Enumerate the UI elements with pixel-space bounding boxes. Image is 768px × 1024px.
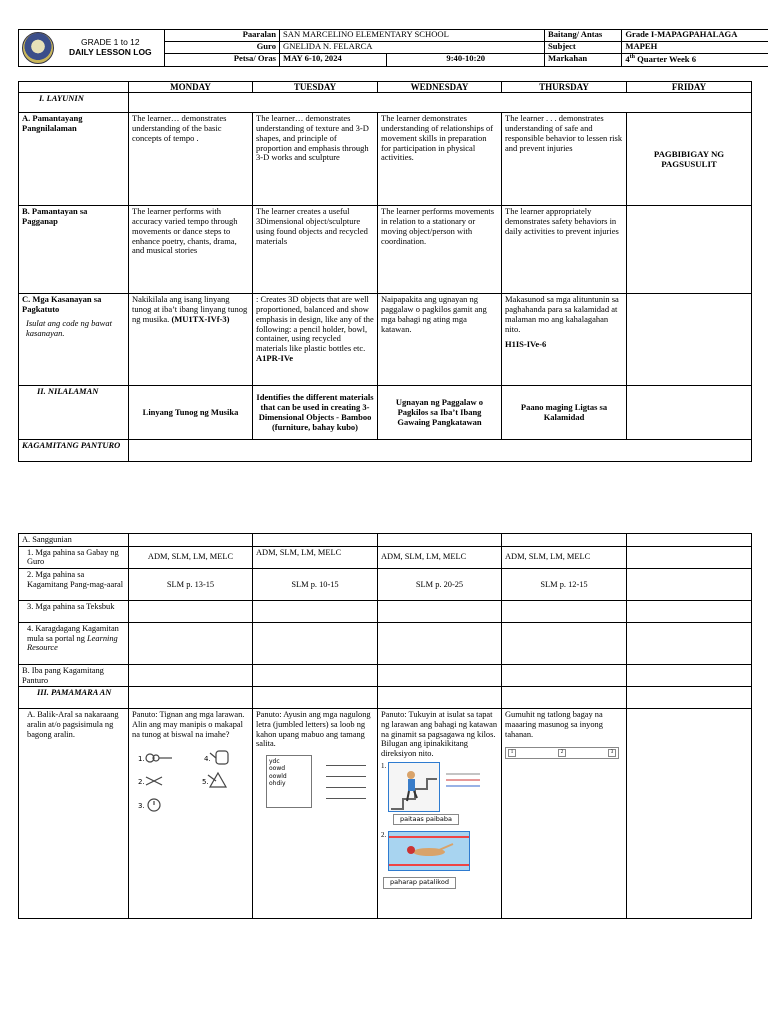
school-value: SAN MARCELINO ELEMENTARY SCHOOL xyxy=(280,30,545,42)
drum-icon xyxy=(210,751,228,764)
day-wednesday: WEDNESDAY xyxy=(378,82,502,93)
quarter-value: 4th Quarter Week 6 xyxy=(622,54,768,67)
b-friday xyxy=(627,206,752,294)
layunin-title: I. LAYUNIN xyxy=(19,93,129,113)
rb-3 xyxy=(378,664,502,686)
day-thursday: THURSDAY xyxy=(502,82,627,93)
school-label: Paaralan xyxy=(164,30,279,42)
wed-item-1: $^{1.}$ paitaas paibaba xyxy=(381,762,498,825)
number-5: 5. xyxy=(202,778,209,787)
balik-thursday xyxy=(502,709,627,919)
day-tuesday: TUESDAY xyxy=(253,82,378,93)
corner-cell xyxy=(19,82,129,93)
content-wednesday: Ugnayan ng Paggalaw o Pagkilos sa Iba’t Ibang Gawaing Pangkatawan xyxy=(378,386,502,440)
direction-options-2: paharap patalikod xyxy=(383,877,456,888)
r4-1 xyxy=(129,622,253,664)
sticks-icon xyxy=(146,777,162,785)
alarm-clock-icon xyxy=(148,799,160,811)
day-friday: FRIDAY xyxy=(627,82,752,93)
subject-value: MAPEH xyxy=(622,42,768,54)
deped-seal-icon xyxy=(22,32,54,64)
rb-5 xyxy=(627,664,752,686)
pamamaraan-label: III. PAMAMARA AN xyxy=(19,687,129,709)
balik-monday xyxy=(129,709,253,919)
triangle-icon xyxy=(208,773,226,787)
r2-friday xyxy=(627,568,752,600)
r2-wednesday: SLM p. 20-25 xyxy=(378,568,502,600)
teacher-label: Guro xyxy=(164,42,279,54)
content-friday xyxy=(627,386,752,440)
answer-lines-1 xyxy=(446,762,482,792)
number-1: 1. xyxy=(138,755,145,764)
day-monday: MONDAY xyxy=(129,82,253,93)
rb-2 xyxy=(253,664,378,686)
r4-4 xyxy=(502,622,627,664)
r3-5 xyxy=(627,600,752,622)
r1-monday: ADM, SLM, LM, MELC xyxy=(129,546,253,568)
c-tuesday: : Creates 3D objects that are well proportioned, balanced and show emphasis in design, like any of the following: a pencil holder, bowl, container, using recycled materials like plastic bottles etc. A1PR-IVe xyxy=(253,294,378,386)
instrument-pictures xyxy=(132,745,242,815)
r1-thursday: ADM, SLM, LM, MELC xyxy=(502,546,627,568)
wed-item-2: $^{2.}$ paharap patalikod xyxy=(381,831,498,888)
balik-wednesday xyxy=(378,709,502,919)
rp-3 xyxy=(378,687,502,709)
c-friday xyxy=(627,294,752,386)
iba-pang-kagamitan-label: B. Iba pang Kagamitang Panturo xyxy=(19,664,129,686)
s-empty-4 xyxy=(502,534,627,547)
nilalaman-label: II. NILALAMAN xyxy=(19,386,129,440)
friday-pagsusulit: PAGBIBIGAY NG PAGSUSULIT xyxy=(627,113,752,206)
b-tuesday: The learner creates a useful 3Dimensional object/sculpture using found objects and recycled materials xyxy=(253,206,378,294)
sanggunian-label: A. Sanggunian xyxy=(19,534,129,547)
tuesday-instructions: Panuto: Ayusin ang mga nagulong letra (jumbled letters) sa loob ng kahon upang mabuo ang tamang salita. xyxy=(256,710,371,749)
time-value: 9:40-10:20 xyxy=(387,54,545,67)
a-tuesday: The learner… demonstrates understanding of texture and 3-D shapes, and principle of proportion and emphasis through 3-D works and sculpture xyxy=(253,113,378,206)
date-label: Petsa/ Oras xyxy=(164,54,279,67)
number-4: 4. xyxy=(204,755,211,764)
logo-cell xyxy=(19,30,58,67)
balik-friday xyxy=(627,709,752,919)
monday-instructions: Panuto: Tignan ang mga larawan. Alin ang may manipis o makapal na tunog at biswal na imahe? xyxy=(132,710,245,739)
thursday-instructions: Gumuhit ng tatlong bagay na maaaring masunog sa inyong tahanan. xyxy=(505,710,603,739)
direction-options-1: paitaas paibaba xyxy=(393,814,459,825)
r4-3 xyxy=(378,622,502,664)
subject-label: Subject xyxy=(545,42,622,54)
r3-4 xyxy=(502,600,627,622)
rp-2 xyxy=(253,687,378,709)
r2-thursday: SLM p. 12-15 xyxy=(502,568,627,600)
gabay-guro-label: 1. Mga pahina sa Gabay ng Guro xyxy=(19,546,129,568)
kasanayan-label-cell xyxy=(19,294,129,386)
r3-2 xyxy=(253,600,378,622)
number-2: 2. xyxy=(138,778,145,787)
r1-friday xyxy=(627,546,752,568)
r1-tuesday: ADM, SLM, LM, MELC xyxy=(253,546,378,568)
c-wednesday: Naipapakita ang ugnayan ng paggalaw o pagkilos gamit ang mga bahagi ng ating mga katawan. xyxy=(378,294,502,386)
rb-4 xyxy=(502,664,627,686)
pamantayan-pagganap-label: B. Pamantayan sa Pagganap xyxy=(19,206,129,294)
kasanayan-note: Isulat ang code ng bawat kasanayan. xyxy=(26,317,112,338)
content-monday: Linyang Tunog ng Musika xyxy=(129,386,253,440)
wednesday-instructions: Panuto: Tukuyin at isulat sa tapat ng larawan ang bahagi ng katawan na ginamit sa pagsagawa ng kilos. Bilugan ang ipinakikitang direksiyon nito. xyxy=(381,710,498,758)
layunin-span xyxy=(129,93,752,113)
karagdagang-kagamitan-label: 4. Karagdagang Kagamitan mula sa portal ng Learning Resource xyxy=(19,622,129,664)
header-table xyxy=(18,29,768,67)
s-empty-5 xyxy=(627,534,752,547)
content-thursday: Paano maging Ligtas sa Kalamidad xyxy=(502,386,627,440)
c-thursday: Makasunod sa mga alituntunin sa paghahanda para sa kalamidad at malaman mo ang kahalagahan nito. H1IS-IVe-6 xyxy=(502,294,627,386)
swimming-picture xyxy=(388,831,470,871)
a-thursday: The learner . . . demonstrates understanding of safe and responsible behavior to lessen risk and prevent injuries xyxy=(502,113,627,206)
rp-4 xyxy=(502,687,627,709)
rp-5 xyxy=(627,687,752,709)
log-title: DAILY LESSON LOG xyxy=(69,47,152,57)
draw-box-3: 3 xyxy=(608,749,616,757)
grade-value: Grade I-MAPAGPAHALAGA xyxy=(622,30,768,42)
draw-box-1: 1 xyxy=(508,749,516,757)
jumbled-letters-box: ydc oowd oowld ohdiy xyxy=(266,755,312,808)
quarter-label: Markahan xyxy=(545,54,622,67)
b-monday: The learner performs with accuracy varied tempo through movements or dance steps to enhance poetry, chants, drama, and musical stories xyxy=(129,206,253,294)
r4-2 xyxy=(253,622,378,664)
balik-tuesday xyxy=(253,709,378,919)
a-wednesday: The learner demonstrates understanding of relationships of movement skills in preparation for participation in physical activities. xyxy=(378,113,502,206)
grade-label: Baitang/ Antas xyxy=(545,30,622,42)
teacher-value: GNELIDA N. FELARCA xyxy=(280,42,545,54)
draw-box-2: 2 xyxy=(558,749,566,757)
r2-tuesday: SLM p. 10-15 xyxy=(253,568,378,600)
grade-title: GRADE 1 to 12 xyxy=(81,37,140,48)
date-value: MAY 6-10, 2024 xyxy=(280,54,387,67)
kagamitang-panturo-label: KAGAMITANG PANTURO xyxy=(19,440,129,462)
c-monday: Nakikilala ang isang linyang tunog at iba’t ibang linyang tunog ng musika. (MU1TX-IVf-3) xyxy=(129,294,253,386)
rb-1 xyxy=(129,664,253,686)
kagamitang-span xyxy=(129,440,752,462)
lesson-table-top xyxy=(18,81,752,462)
answer-lines xyxy=(326,755,366,807)
lesson-table-bottom xyxy=(18,533,752,919)
s-empty-2 xyxy=(253,534,378,547)
balik-aral-label: A. Balik-Aral sa nakaraang aralin at/o pagsisimula ng bagong aralin. xyxy=(19,709,129,919)
rp-1 xyxy=(129,687,253,709)
teksbuk-label: 3. Mga pahina sa Teksbuk xyxy=(19,600,129,622)
a-monday: The learner… demonstrates understanding of the basic concepts of tempo . xyxy=(129,113,253,206)
r1-wednesday: ADM, SLM, LM, MELC xyxy=(378,546,502,568)
pamantayang-pangnilalaman-label: A. Pamantayang Pangnilalaman xyxy=(19,113,129,206)
title-cell xyxy=(57,30,164,67)
s-empty-3 xyxy=(378,534,502,547)
kagamitang-pang-mag-aaral-label: 2. Mga pahina sa Kagamitang Pang-mag-aaral xyxy=(19,568,129,600)
b-thursday: The learner appropriately demonstrates safety behaviors in daily activities to prevent injuries xyxy=(502,206,627,294)
b-wednesday: The learner performs movements in relation to a stationary or moving object/person with coordination. xyxy=(378,206,502,294)
content-tuesday: Identifies the different materials that can be used in creating 3-Dimensional Objects - Bamboo (furniture, bahay kubo) xyxy=(253,386,378,440)
guitar-icon xyxy=(146,754,172,762)
r2-monday: SLM p. 13-15 xyxy=(129,568,253,600)
r4-5 xyxy=(627,622,752,664)
kasanayan-label: C. Mga Kasanayan sa Pagkatuto xyxy=(22,294,102,315)
drawing-boxes xyxy=(505,747,619,759)
number-3: 3. xyxy=(138,802,145,811)
r3-3 xyxy=(378,600,502,622)
stairs-climb-picture xyxy=(388,762,440,812)
jumbled-activity xyxy=(256,755,374,808)
r3-1 xyxy=(129,600,253,622)
s-empty-1 xyxy=(129,534,253,547)
